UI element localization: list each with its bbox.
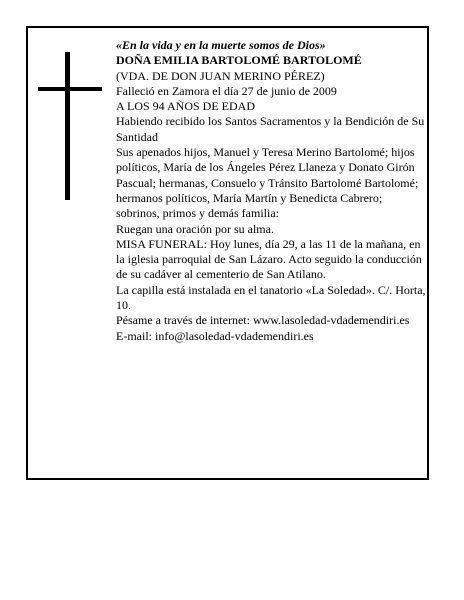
deceased-name: DOÑA EMILIA BARTOLOMÉ BARTOLOMÉ <box>116 53 362 68</box>
contact-email: E-mail: info@lasoledad-vdademendiri.es <box>116 328 314 343</box>
age-at-death: A LOS 94 AÑOS DE EDAD <box>116 99 256 114</box>
widow-of: (VDA. DE DON JUAN MERINO PÉREZ) <box>116 68 325 83</box>
online-condolences: Pésame a través de internet: www.lasoledad-vdademendiri.es <box>116 313 410 328</box>
prayer-request: Ruegan una oración por su alma. <box>116 221 274 236</box>
sacraments-text: Habiendo recibido los Santos Sacramentos y la Bendición de Su Santidad <box>116 114 425 144</box>
notice-text <box>116 38 426 344</box>
latin-cross-icon <box>38 52 102 200</box>
death-date: Falleció en Zamora el día 27 de junio de 2009 <box>116 83 337 98</box>
obituary-notice <box>26 26 429 480</box>
chapel-location: La capilla está instalada en el tanatorio «La Soledad». C/. Horta, 10. <box>116 282 426 313</box>
funeral-mass: MISA FUNERAL: Hoy lunes, día 29, a las 11 de la mañana, en la iglesia parroquial de San Lázaro. Acto seguido la conducción de su cadáver al cementerio de San Atilano. <box>116 236 422 282</box>
family-text: Sus apenados hijos, Manuel y Teresa Merino Bartolomé; hijos políticos, María de los Ángeles Pérez Llaneza y Donato Girón Pascual; hermanas, Consuelo y Tránsito Bartolomé Bartolomé; hermanos políticos, María Martín y Benedicta Cabrero; sobrinos, primos y demás familia: <box>116 145 419 221</box>
notice-motto: «En la vida y en la muerte somos de Dios» <box>116 38 326 52</box>
